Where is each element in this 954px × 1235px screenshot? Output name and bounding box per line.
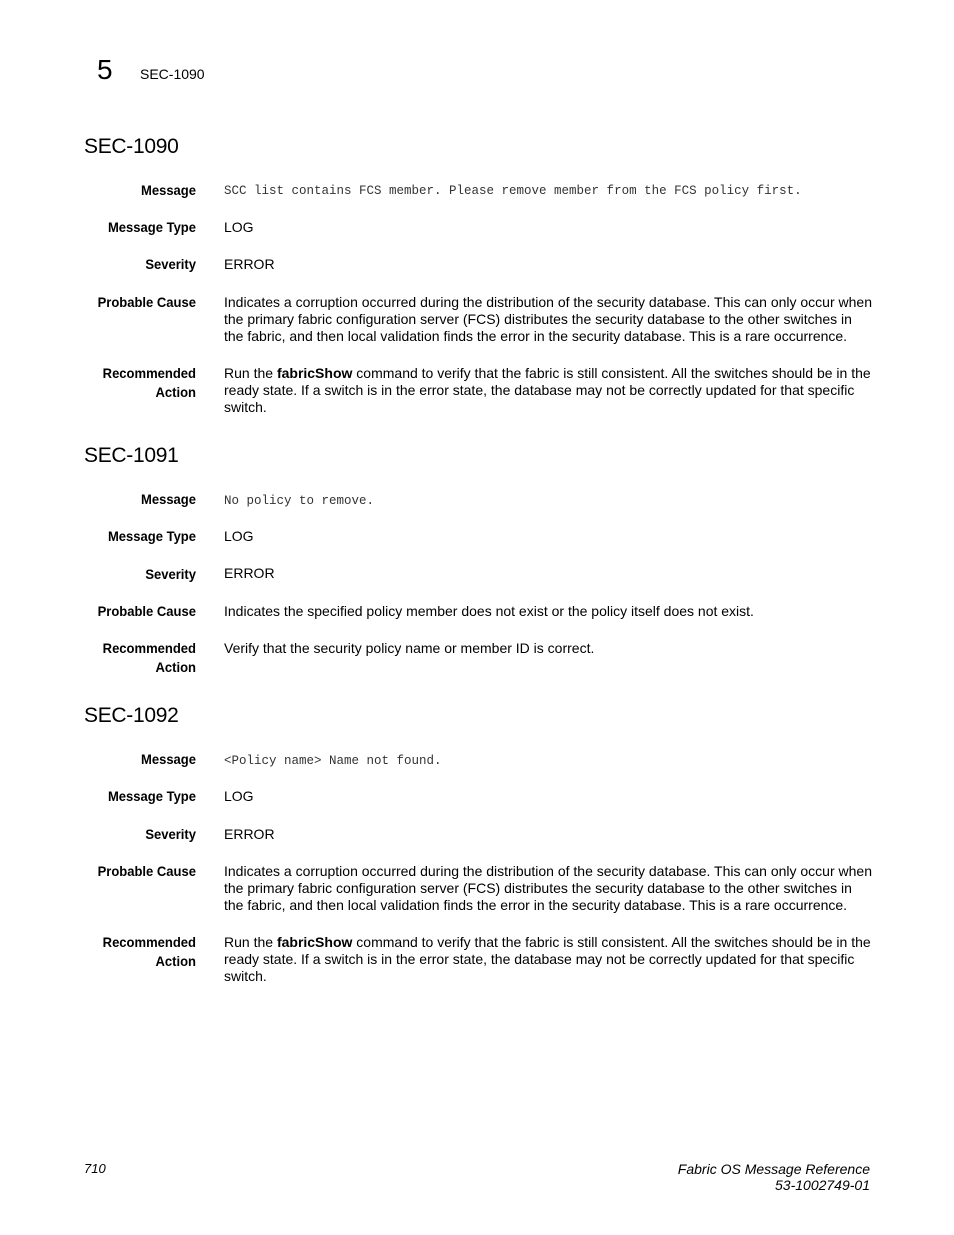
recommended-label: Recommended [102,640,196,656]
command-name: fabricShow [276,934,353,950]
message-type-label: Message Type [107,219,196,235]
probable-cause-text: Indicates the specified policy member does not exist or the policy itself does not exist. [224,603,754,619]
action-text-pre: Run the [224,934,277,950]
message-label: Message [140,751,196,767]
page-number: 710 [84,1161,106,1176]
severity-value: ERROR [224,826,275,842]
message-type-label: Message Type [107,788,196,804]
message-label: Message [140,491,196,507]
command-name: fabricShow [276,365,353,381]
probable-cause-text: Indicates a corruption occurred during the distribution of the security database. This can only occur when the primary fabric configuration server (FCS) distributes the security database to the other switches in the fabric, and then local validation finds the error in the security database. This is a rare occurrence. [224,294,872,344]
severity-label: Severity [145,566,196,582]
section-title: SEC-1090 [84,135,179,158]
severity-label: Severity [145,256,196,272]
message-text: SCC list contains FCS member. Please remove member from the FCS policy first. [224,184,802,198]
action-label: Action [155,953,196,969]
severity-value: ERROR [224,565,275,581]
recommended-action-text [224,365,872,416]
message-text: No policy to remove. [224,494,375,508]
message-label: Message [140,182,196,198]
footer-doc-info [678,1161,870,1193]
doc-title: Fabric OS Message Reference [677,1161,870,1177]
probable-cause-label: Probable Cause [97,603,196,619]
action-label: Action [155,659,196,675]
probable-cause-label: Probable Cause [97,294,196,310]
probable-cause-label: Probable Cause [97,863,196,879]
action-text-post: command to verify that the fabric is still consistent. All the switches should be in the ready state. If a switch is in the error state, the database may not be correctly updated for that specific switch. [224,365,871,415]
message-type-value: LOG [224,528,254,544]
section-title: SEC-1092 [84,704,179,727]
recommended-label: Recommended [102,365,196,381]
recommended-label: Recommended [102,934,196,950]
section-title: SEC-1091 [84,444,179,467]
action-label: Action [155,384,196,400]
message-text: <Policy name> Name not found. [224,754,442,768]
action-text-pre: Run the [224,365,277,381]
recommended-action-text [224,934,872,985]
probable-cause-text: Indicates a corruption occurred during the distribution of the security database. This can only occur when the primary fabric configuration server (FCS) distributes the security database to the other switches in the fabric, and then local validation finds the error in the security database. This is a rare occurrence. [224,863,872,913]
recommended-action-text: Verify that the security policy name or member ID is correct. [224,640,595,656]
message-type-value: LOG [224,219,254,235]
severity-value: ERROR [224,256,275,272]
message-type-value: LOG [224,788,254,804]
running-title: SEC-1090 [140,66,205,82]
action-text-post: command to verify that the fabric is still consistent. All the switches should be in the ready state. If a switch is in the error state, the database may not be correctly updated for that specific switch. [224,934,871,984]
severity-label: Severity [145,826,196,842]
message-type-label: Message Type [107,528,196,544]
doc-number: 53-1002749-01 [775,1177,870,1193]
chapter-number: 5 [97,54,113,85]
